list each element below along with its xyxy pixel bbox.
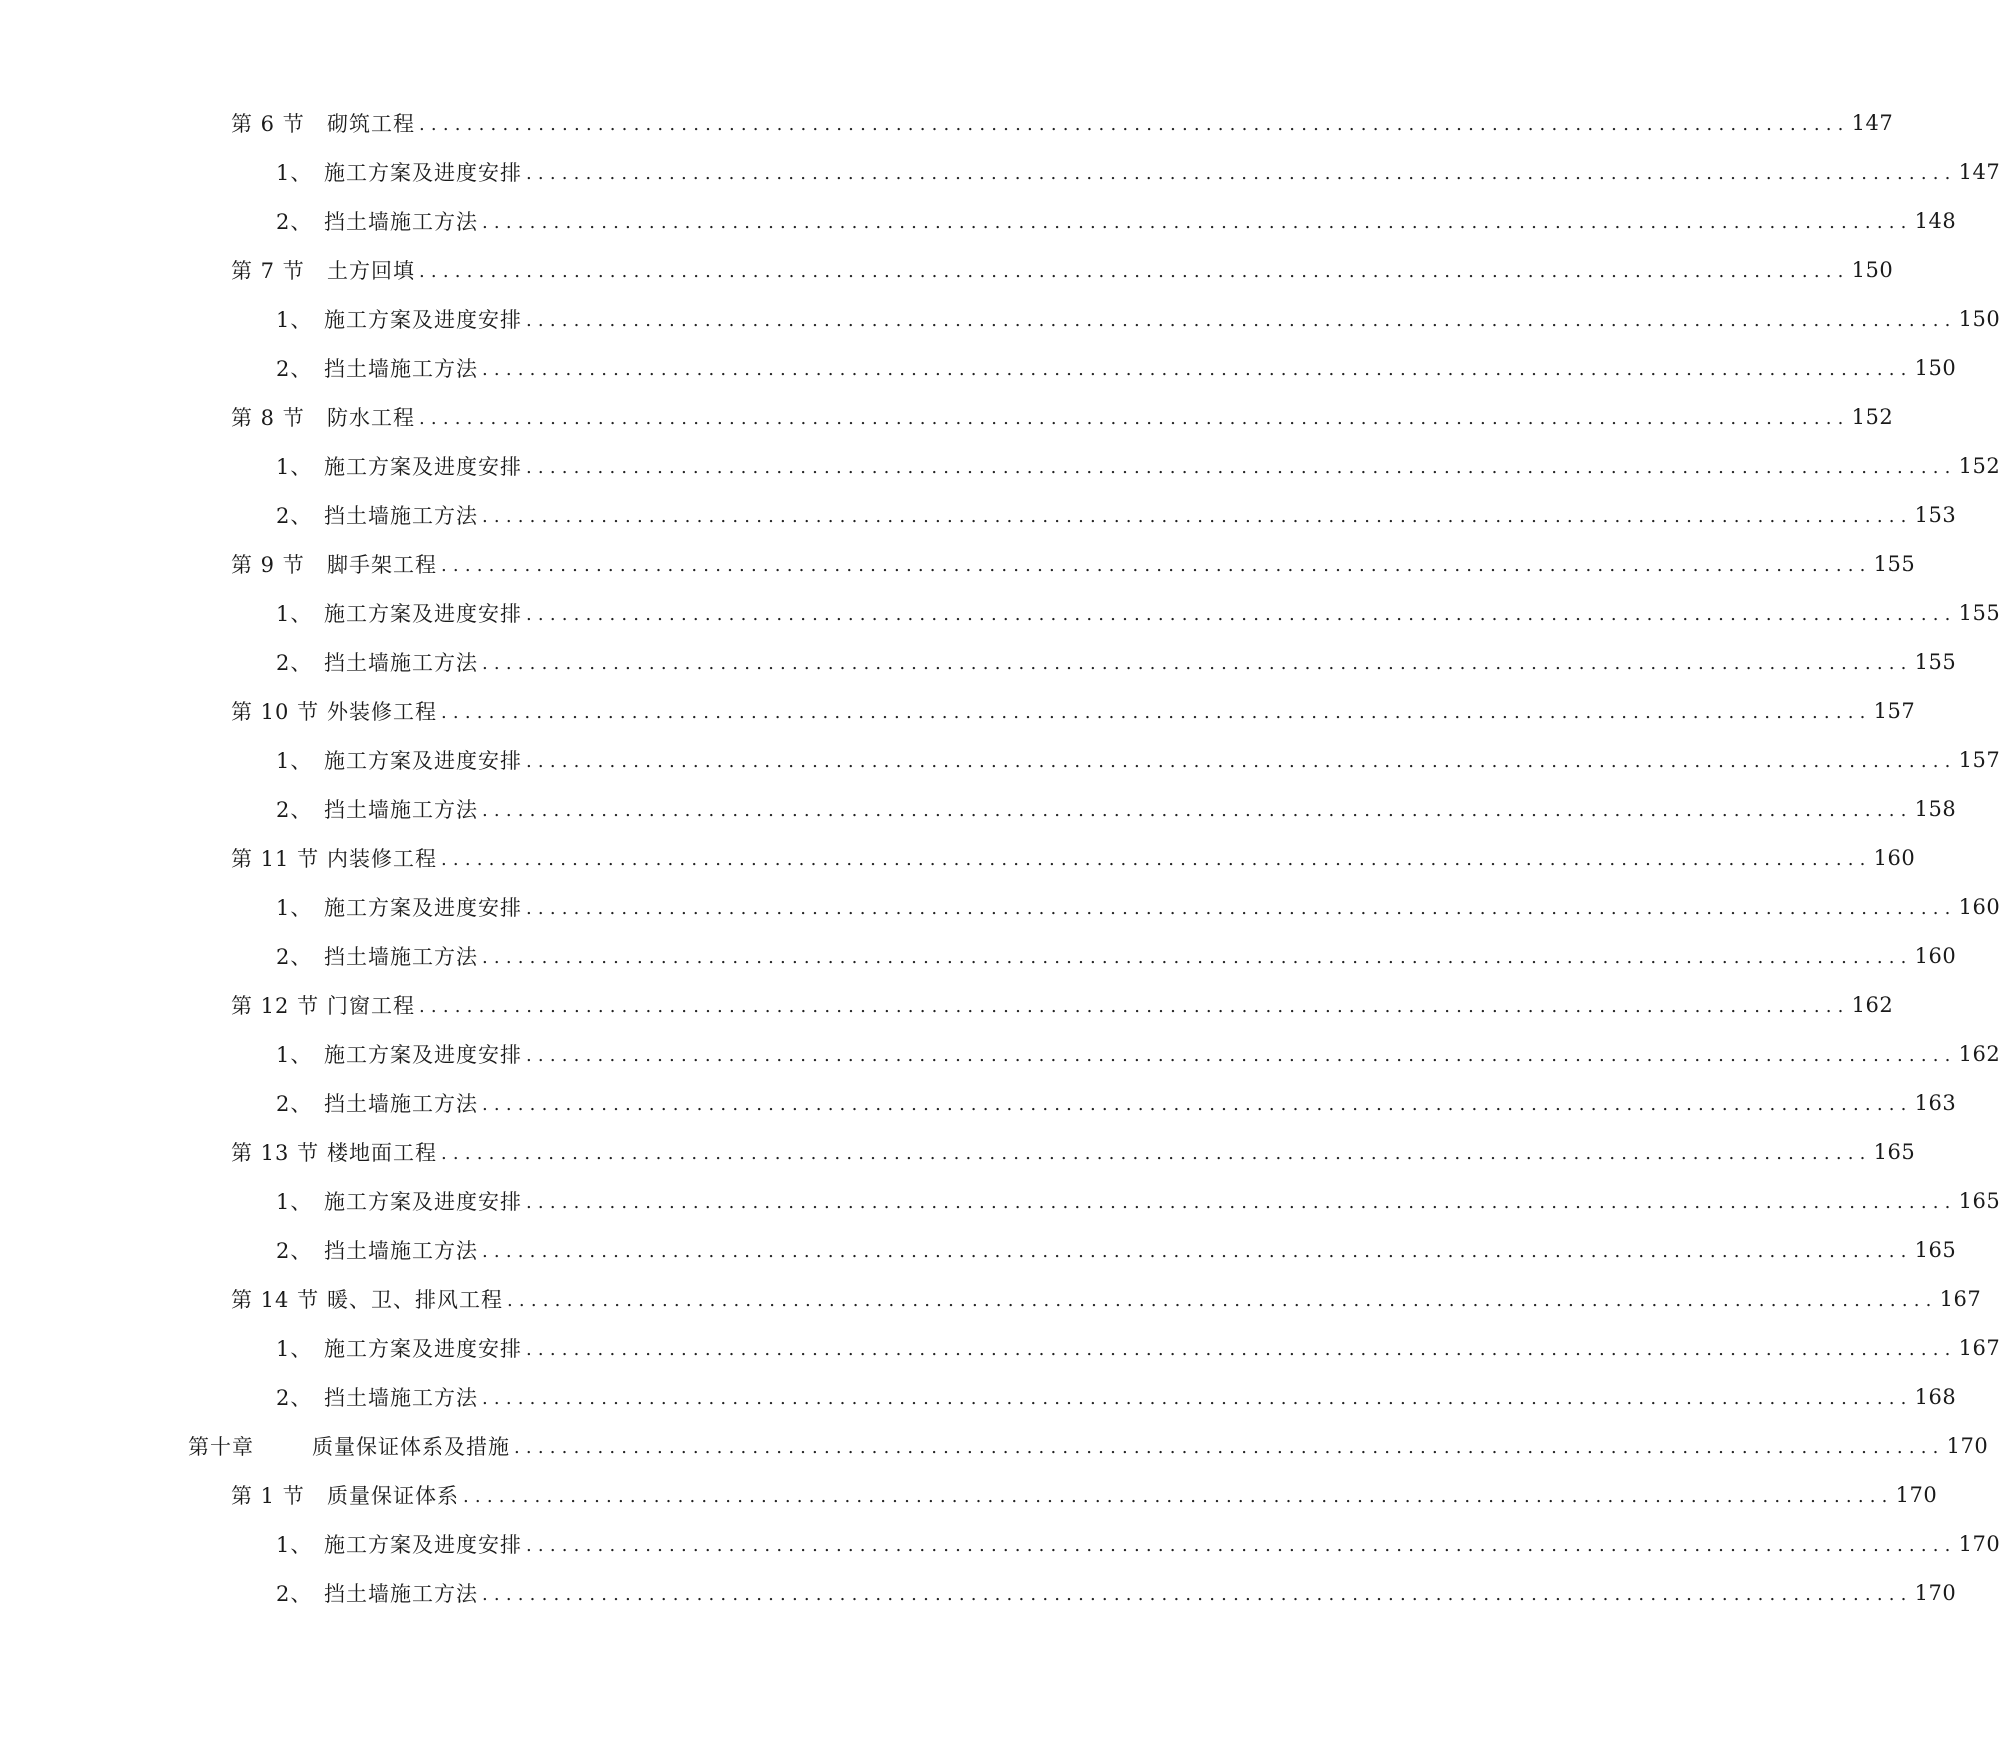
toc-entry-number: 第 8 节 [231,405,305,430]
toc-page-number: 155 [1958,600,2000,625]
toc-page-number: 168 [1914,1384,1957,1409]
toc-entry[interactable] [0,1127,1916,1176]
toc-entry-title: 施工方案及进度安排 [324,160,522,185]
toc-page-number: 167 [1958,1335,2000,1360]
toc-entry-number: 2、 [276,944,313,969]
toc-entry-number: 2、 [276,356,313,381]
toc-entry[interactable] [0,686,1916,735]
toc-entry[interactable] [0,882,2000,931]
toc-entry-number: 1、 [276,160,313,185]
toc-dot-leader: ........................................................................................................................ [419,996,1850,1017]
toc-entry-title: 挡土墙施工方法 [324,1581,478,1606]
toc-dot-leader: ........................................................................................................................ [514,1437,1945,1458]
toc-entry-title: 施工方案及进度安排 [324,1532,522,1557]
toc-entry-number: 第十章 [188,1434,254,1459]
toc-entry[interactable] [0,1421,1989,1470]
toc-dot-leader: ........................................................................................................................ [482,1388,1913,1409]
toc-entry-title: 施工方案及进度安排 [324,307,522,332]
toc-entry[interactable] [0,147,2000,196]
toc-dot-leader: ........................................................................................................................ [419,408,1850,429]
toc-entry-title: 脚手架工程 [327,552,437,577]
toc-entry-title: 砌筑工程 [327,111,415,136]
toc-entry-number: 第 1 节 [231,1483,305,1508]
toc-entry[interactable] [0,1225,1957,1274]
toc-dot-leader: ........................................................................................................................ [526,1192,1957,1213]
toc-entry-number: 第 13 节 [231,1140,320,1165]
toc-dot-leader: ........................................................................................................................ [482,1241,1913,1262]
toc-entry-title: 挡土墙施工方法 [324,944,478,969]
toc-page-number: 155 [1914,649,1957,674]
toc-entry-number: 2、 [276,209,313,234]
toc-page-number: 158 [1914,796,1957,821]
toc-entry[interactable] [0,784,1957,833]
toc-entry-number: 2、 [276,1238,313,1263]
toc-page-number: 163 [1914,1090,1957,1115]
toc-entry-number: 2、 [276,650,313,675]
toc-entry[interactable] [0,196,1957,245]
toc-dot-leader: ........................................................................................................................ [441,555,1872,576]
toc-dot-leader: ........................................................................................................................ [482,653,1913,674]
toc-entry-title: 挡土墙施工方法 [324,209,478,234]
toc-page-number: 147 [1851,110,1894,135]
toc-entry-title: 施工方案及进度安排 [324,748,522,773]
toc-entry-title: 门窗工程 [327,993,415,1018]
toc-entry-title: 施工方案及进度安排 [324,1189,522,1214]
toc-entry-number: 1、 [276,454,313,479]
toc-entry[interactable] [0,980,1894,1029]
toc-entry-number: 2、 [276,797,313,822]
toc-dot-leader: ........................................................................................................................ [441,1143,1872,1164]
toc-page-number: 162 [1851,992,1894,1017]
toc-entry[interactable] [0,1274,1982,1323]
toc-entry-title: 土方回填 [327,258,415,283]
toc-entry[interactable] [0,98,1894,147]
toc-entry[interactable] [0,294,2000,343]
toc-dot-leader: ........................................................................................................................ [482,947,1913,968]
toc-dot-leader: ........................................................................................................................ [482,506,1913,527]
toc-entry-number: 第 12 节 [231,993,320,1018]
toc-entry-title: 暖、卫、排风工程 [327,1287,503,1312]
toc-entry[interactable] [0,490,1957,539]
toc-entry-number: 第 7 节 [231,258,305,283]
toc-page-number: 160 [1958,894,2000,919]
toc-entry-number: 1、 [276,1042,313,1067]
toc-dot-leader: ........................................................................................................................ [526,751,1957,772]
toc-page-number: 170 [1946,1433,1989,1458]
toc-dot-leader: ........................................................................................................................ [441,849,1872,870]
toc-entry-title: 施工方案及进度安排 [324,601,522,626]
toc-page-number: 153 [1914,502,1957,527]
toc-dot-leader: ........................................................................................................................ [526,163,1957,184]
toc-page-number: 165 [1958,1188,2000,1213]
toc-dot-leader: ........................................................................................................................ [482,359,1913,380]
toc-entry[interactable] [0,735,2000,784]
toc-dot-leader: ........................................................................................................................ [526,1339,1957,1360]
toc-entry-number: 第 11 节 [231,846,320,871]
toc-page-number: 170 [1895,1482,1938,1507]
toc-page-number: 155 [1873,551,1916,576]
toc-dot-leader: ........................................................................................................................ [441,702,1872,723]
toc-entry[interactable] [0,1568,1957,1617]
toc-entry-number: 1、 [276,601,313,626]
toc-entry[interactable] [0,931,1957,980]
toc-page-number: 150 [1958,306,2000,331]
toc-page-number: 152 [1851,404,1894,429]
toc-page-number: 160 [1914,943,1957,968]
toc-entry-number: 1、 [276,1336,313,1361]
toc-entry-title: 质量保证体系 [327,1483,459,1508]
toc-entry[interactable] [0,1176,2000,1225]
toc-entry-number: 1、 [276,748,313,773]
toc-entry[interactable] [0,1519,2000,1568]
toc-dot-leader: ........................................................................................................................ [419,261,1850,282]
toc-entry[interactable] [0,833,1916,882]
toc-dot-leader: ........................................................................................................................ [482,1094,1913,1115]
toc-page-number: 170 [1958,1531,2000,1556]
toc-page-number: 148 [1914,208,1957,233]
toc-dot-leader: ........................................................................................................................ [526,1535,1957,1556]
toc-entry-title: 质量保证体系及措施 [312,1434,510,1459]
toc-dot-leader: ........................................................................................................................ [482,212,1913,233]
toc-entry-number: 第 6 节 [231,111,305,136]
toc-entry-title: 防水工程 [327,405,415,430]
toc-dot-leader: ........................................................................................................................ [482,1584,1913,1605]
toc-entry-number: 第 9 节 [231,552,305,577]
toc-dot-leader: ........................................................................................................................ [463,1486,1894,1507]
toc-entry[interactable] [0,392,1894,441]
toc-entry-title: 内装修工程 [327,846,437,871]
toc-page-number: 167 [1939,1286,1982,1311]
toc-dot-leader: ........................................................................................................................ [419,114,1850,135]
table-of-contents [0,98,2000,1617]
toc-entry-title: 挡土墙施工方法 [324,1091,478,1116]
toc-entry-number: 1、 [276,1532,313,1557]
toc-dot-leader: ........................................................................................................................ [526,310,1957,331]
toc-page-number: 152 [1958,453,2000,478]
toc-entry-title: 外装修工程 [327,699,437,724]
toc-entry-title: 挡土墙施工方法 [324,797,478,822]
toc-entry-number: 2、 [276,1581,313,1606]
toc-entry-title: 楼地面工程 [327,1140,437,1165]
toc-dot-leader: ........................................................................................................................ [507,1290,1938,1311]
toc-page-number: 157 [1958,747,2000,772]
toc-entry-number: 2、 [276,1091,313,1116]
toc-entry-title: 施工方案及进度安排 [324,454,522,479]
toc-entry[interactable] [0,1323,2000,1372]
toc-page-number: 165 [1914,1237,1957,1262]
toc-entry-number: 2、 [276,503,313,528]
toc-entry-number: 1、 [276,307,313,332]
toc-entry[interactable] [0,1470,1938,1519]
toc-entry-title: 施工方案及进度安排 [324,1336,522,1361]
toc-entry[interactable] [0,245,1894,294]
toc-entry-number: 1、 [276,1189,313,1214]
toc-entry[interactable] [0,539,1916,588]
toc-dot-leader: ........................................................................................................................ [526,1045,1957,1066]
toc-entry-number: 2、 [276,1385,313,1410]
toc-page-number: 165 [1873,1139,1916,1164]
toc-page-number: 150 [1914,355,1957,380]
toc-page-number: 162 [1958,1041,2000,1066]
toc-entry-title: 施工方案及进度安排 [324,895,522,920]
toc-entry-title: 挡土墙施工方法 [324,650,478,675]
toc-entry[interactable] [0,1029,2000,1078]
toc-page-number: 150 [1851,257,1894,282]
toc-entry[interactable] [0,441,2000,490]
toc-entry-title: 挡土墙施工方法 [324,503,478,528]
toc-entry[interactable] [0,1372,1957,1421]
toc-page-number: 170 [1914,1580,1957,1605]
toc-dot-leader: ........................................................................................................................ [482,800,1913,821]
toc-entry-number: 第 14 节 [231,1287,320,1312]
toc-entry-number: 第 10 节 [231,699,320,724]
toc-entry-title: 挡土墙施工方法 [324,1385,478,1410]
toc-dot-leader: ........................................................................................................................ [526,457,1957,478]
toc-dot-leader: ........................................................................................................................ [526,898,1957,919]
toc-entry-title: 挡土墙施工方法 [324,1238,478,1263]
toc-page-number: 147 [1958,159,2000,184]
toc-entry-title: 施工方案及进度安排 [324,1042,522,1067]
toc-entry-title: 挡土墙施工方法 [324,356,478,381]
toc-entry-number: 1、 [276,895,313,920]
toc-entry[interactable] [0,588,2000,637]
toc-page-number: 160 [1873,845,1916,870]
toc-entry[interactable] [0,1078,1957,1127]
toc-page-number: 157 [1873,698,1916,723]
toc-entry[interactable] [0,637,1957,686]
toc-dot-leader: ........................................................................................................................ [526,604,1957,625]
toc-entry[interactable] [0,343,1957,392]
